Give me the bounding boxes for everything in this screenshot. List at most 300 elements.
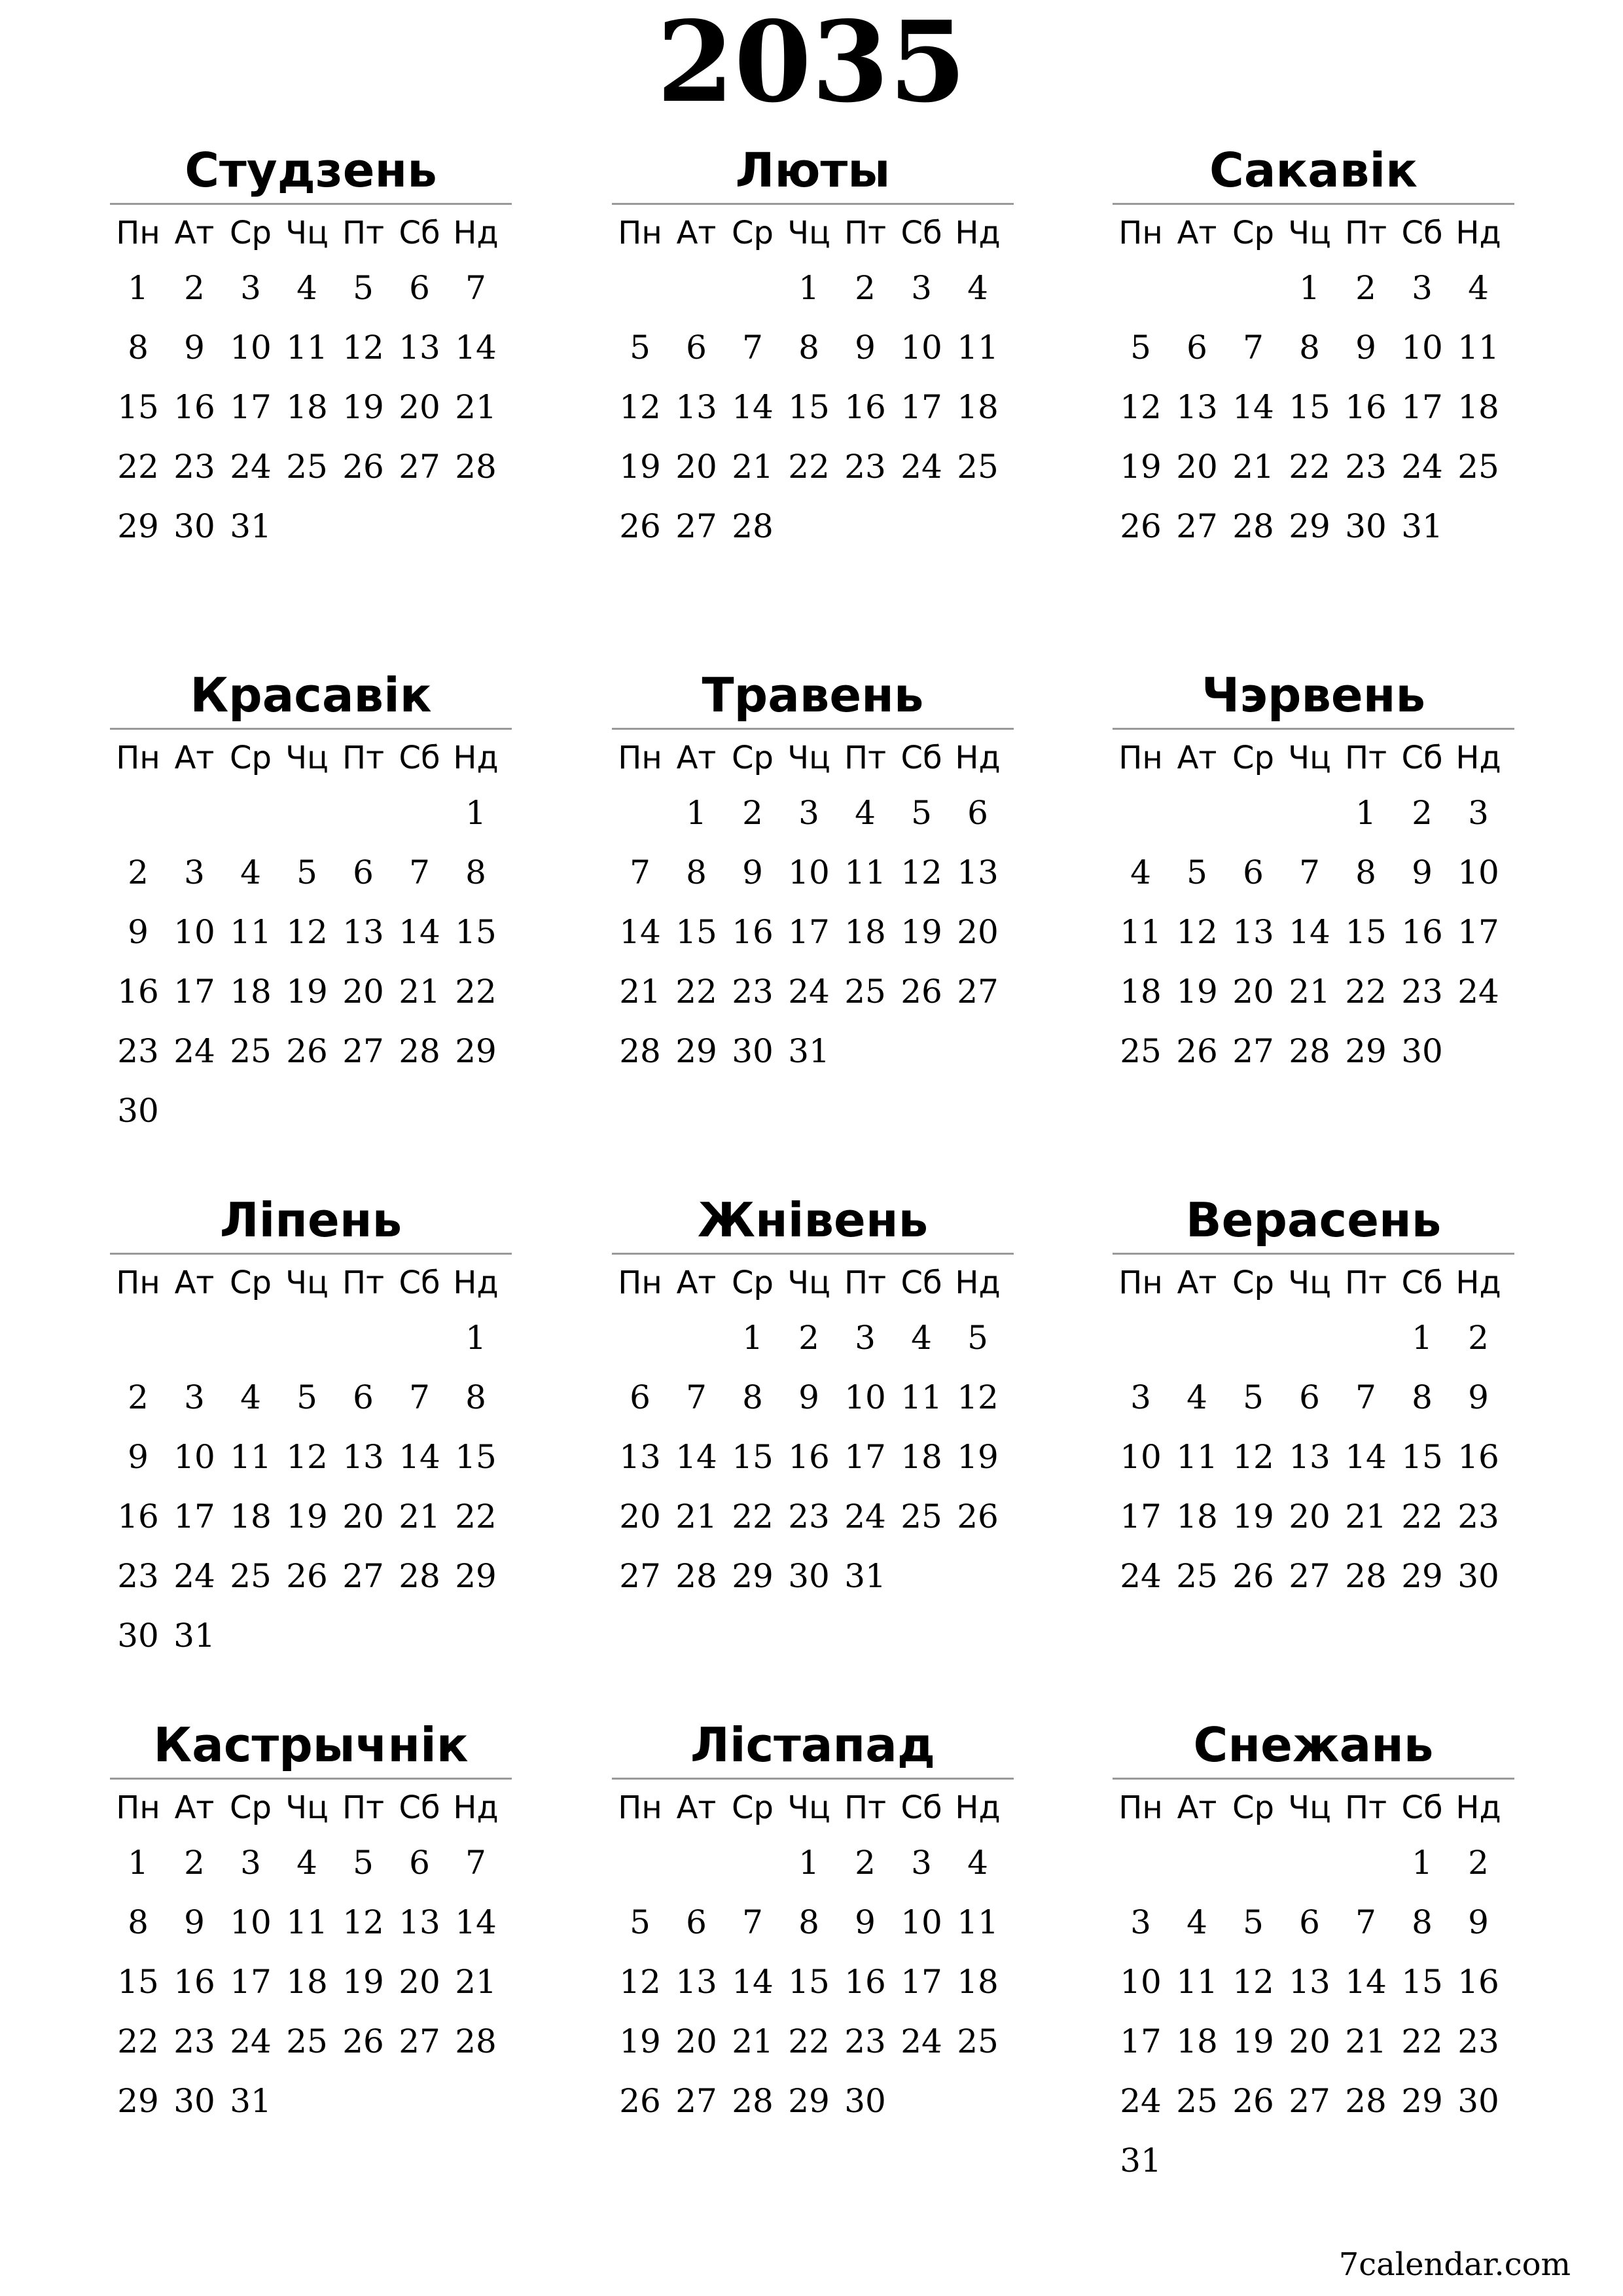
day-cell: 20: [342, 973, 384, 1011]
day-cell: 19: [286, 973, 328, 1011]
day-cell: 23: [1457, 2022, 1499, 2060]
day-cell: 4: [1186, 1378, 1207, 1416]
day-cell: 2: [855, 1844, 876, 1882]
day-cell: 2: [184, 269, 205, 307]
day-cell: 25: [844, 973, 886, 1011]
empty-day-cell: [223, 783, 279, 843]
day-cell: 10: [173, 1438, 215, 1476]
weekday-label: Ср: [230, 215, 272, 251]
day-cell: 30: [173, 2082, 215, 2120]
empty-day-cell: [668, 259, 724, 318]
weekday-label: Ср: [1232, 1789, 1274, 1826]
day-cell: 20: [1289, 1498, 1330, 1535]
day-cell: 26: [901, 973, 942, 1011]
day-cell: 4: [296, 1844, 317, 1882]
empty-day-cell: [335, 1308, 391, 1368]
day-cell: 30: [1457, 2082, 1499, 2120]
day-cell: 24: [844, 1498, 886, 1535]
month-name: Снежань: [1113, 1712, 1514, 1780]
empty-day-cell: [1169, 1833, 1225, 1893]
day-cell: 13: [1232, 913, 1274, 951]
day-cell: 22: [788, 2022, 830, 2060]
day-cell: 7: [630, 853, 651, 891]
day-cell: 7: [409, 853, 430, 891]
day-cell: 24: [173, 1557, 215, 1595]
empty-day-cell: [1113, 259, 1169, 318]
day-cell: 24: [788, 973, 830, 1011]
day-cell: 15: [455, 913, 497, 951]
day-cell: 27: [399, 2022, 440, 2060]
day-cell: 10: [1120, 1438, 1162, 1476]
day-cell: 19: [286, 1498, 328, 1535]
day-cell: 15: [117, 388, 159, 426]
day-cell: 29: [675, 1032, 717, 1070]
day-cell: 9: [184, 329, 205, 367]
site-credit: 7calendar.com: [1338, 2246, 1571, 2283]
day-cell: 13: [342, 913, 384, 951]
empty-day-cell: [612, 1833, 668, 1893]
day-cell: 1: [742, 1319, 763, 1357]
weekday-label: Нд: [1455, 740, 1501, 776]
day-cell: 19: [619, 448, 661, 486]
day-cell: 7: [1355, 1378, 1376, 1416]
day-cell: 6: [1186, 329, 1207, 367]
day-cell: 28: [1345, 1557, 1387, 1595]
weekday-label: Ат: [174, 215, 215, 251]
day-cell: 3: [911, 1844, 932, 1882]
day-cell: 20: [342, 1498, 384, 1535]
day-cell: 2: [128, 1378, 149, 1416]
day-cell: 17: [788, 913, 830, 951]
day-cell: 20: [675, 448, 717, 486]
empty-day-cell: [1338, 1833, 1394, 1893]
empty-day-cell: [612, 1308, 668, 1368]
day-cell: 8: [128, 329, 149, 367]
day-cell: 29: [1345, 1032, 1387, 1070]
weekday-label: Сб: [901, 740, 942, 776]
month-name: Травень: [612, 662, 1014, 730]
day-cell: 29: [732, 1557, 774, 1595]
weekday-label: Нд: [1455, 215, 1501, 251]
day-cell: 4: [240, 1378, 261, 1416]
day-cell: 18: [957, 1963, 999, 2001]
day-cell: 21: [732, 448, 774, 486]
day-cell: 17: [1401, 388, 1443, 426]
day-cell: 16: [173, 388, 215, 426]
empty-day-cell: [612, 259, 668, 318]
day-cell: 15: [1401, 1963, 1443, 2001]
day-cell: 10: [1457, 853, 1499, 891]
day-cell: 15: [1345, 913, 1387, 951]
day-cell: 20: [399, 388, 440, 426]
weekday-label: Чц: [787, 740, 830, 776]
day-cell: 10: [173, 913, 215, 951]
month-days-grid: [612, 1255, 1014, 1606]
weekday-label: Нд: [453, 1265, 499, 1301]
day-cell: 11: [230, 913, 272, 951]
day-cell: 16: [844, 1963, 886, 2001]
month-block: [1113, 1712, 1514, 2236]
day-cell: 26: [286, 1557, 328, 1595]
day-cell: 11: [286, 1903, 328, 1941]
day-cell: 7: [1299, 853, 1320, 891]
day-cell: 8: [465, 853, 486, 891]
day-cell: 5: [353, 269, 374, 307]
day-cell: 12: [286, 1438, 328, 1476]
month-block: [110, 1712, 512, 2236]
empty-day-cell: [110, 1308, 166, 1368]
weekday-label: Ат: [676, 740, 717, 776]
day-cell: 8: [1299, 329, 1320, 367]
day-cell: 26: [342, 448, 384, 486]
day-cell: 2: [1468, 1319, 1489, 1357]
empty-day-cell: [1281, 1833, 1338, 1893]
day-cell: 16: [1457, 1963, 1499, 2001]
weekday-label: Ср: [230, 740, 272, 776]
day-cell: 4: [967, 269, 988, 307]
month-block: [612, 662, 1014, 1186]
day-cell: 22: [732, 1498, 774, 1535]
day-cell: 1: [128, 1844, 149, 1882]
empty-day-cell: [391, 783, 448, 843]
day-cell: 14: [399, 913, 440, 951]
day-cell: 14: [1232, 388, 1274, 426]
day-cell: 14: [455, 329, 497, 367]
day-cell: 22: [1401, 2022, 1443, 2060]
day-cell: 24: [901, 448, 942, 486]
weekday-label: Нд: [1455, 1789, 1501, 1826]
day-cell: 11: [1120, 913, 1162, 951]
day-cell: 1: [128, 269, 149, 307]
month-days-grid: [110, 1255, 512, 1666]
month-days-grid: [110, 1780, 512, 2131]
day-cell: 30: [788, 1557, 830, 1595]
day-cell: 11: [844, 853, 886, 891]
weekday-label: Нд: [955, 1789, 1001, 1826]
month-name: Красавік: [110, 662, 512, 730]
day-cell: 23: [117, 1557, 159, 1595]
day-cell: 7: [409, 1378, 430, 1416]
weekday-label: Чц: [1288, 1789, 1331, 1826]
month-block: [612, 1712, 1014, 2236]
day-cell: 26: [342, 2022, 384, 2060]
day-cell: 5: [1243, 1903, 1264, 1941]
day-cell: 10: [788, 853, 830, 891]
day-cell: 10: [901, 1903, 942, 1941]
day-cell: 6: [967, 794, 988, 832]
day-cell: 24: [1120, 1557, 1162, 1595]
day-cell: 5: [967, 1319, 988, 1357]
day-cell: 21: [1345, 1498, 1387, 1535]
month-name: Люты: [612, 137, 1014, 205]
day-cell: 16: [173, 1963, 215, 2001]
day-cell: 21: [399, 1498, 440, 1535]
weekday-label: Пн: [618, 1789, 662, 1826]
day-cell: 19: [342, 388, 384, 426]
weekday-label: Чц: [1288, 740, 1331, 776]
day-cell: 17: [901, 1963, 942, 2001]
day-cell: 23: [117, 1032, 159, 1070]
day-cell: 24: [230, 448, 272, 486]
day-cell: 17: [173, 1498, 215, 1535]
day-cell: 3: [240, 269, 261, 307]
day-cell: 9: [742, 853, 763, 891]
day-cell: 23: [173, 2022, 215, 2060]
day-cell: 27: [1289, 2082, 1330, 2120]
day-cell: 8: [128, 1903, 149, 1941]
day-cell: 27: [957, 973, 999, 1011]
month-name: Жнівень: [612, 1187, 1014, 1255]
day-cell: 6: [630, 1378, 651, 1416]
day-cell: 8: [798, 1903, 819, 1941]
weekday-label: Ат: [1177, 215, 1217, 251]
day-cell: 11: [286, 329, 328, 367]
day-cell: 11: [230, 1438, 272, 1476]
day-cell: 3: [1130, 1903, 1151, 1941]
day-cell: 23: [732, 973, 774, 1011]
day-cell: 24: [173, 1032, 215, 1070]
day-cell: 21: [675, 1498, 717, 1535]
day-cell: 27: [675, 2082, 717, 2120]
day-cell: 6: [1299, 1378, 1320, 1416]
day-cell: 27: [1176, 507, 1218, 545]
empty-day-cell: [1169, 783, 1225, 843]
month-name: Лістапад: [612, 1712, 1014, 1780]
empty-day-cell: [166, 783, 223, 843]
day-cell: 19: [342, 1963, 384, 2001]
month-name: Кастрычнік: [110, 1712, 512, 1780]
day-cell: 26: [619, 2082, 661, 2120]
day-cell: 29: [788, 2082, 830, 2120]
day-cell: 2: [855, 269, 876, 307]
day-cell: 9: [128, 913, 149, 951]
day-cell: 1: [798, 1844, 819, 1882]
month-name: Сакавік: [1113, 137, 1514, 205]
day-cell: 6: [409, 269, 430, 307]
empty-day-cell: [391, 1308, 448, 1368]
weekday-label: Нд: [955, 740, 1001, 776]
day-cell: 29: [455, 1032, 497, 1070]
day-cell: 8: [1355, 853, 1376, 891]
day-cell: 16: [1401, 913, 1443, 951]
empty-day-cell: [724, 259, 781, 318]
day-cell: 23: [173, 448, 215, 486]
day-cell: 29: [1289, 507, 1330, 545]
day-cell: 22: [117, 2022, 159, 2060]
day-cell: 3: [798, 794, 819, 832]
day-cell: 10: [230, 329, 272, 367]
day-cell: 14: [1289, 913, 1330, 951]
day-cell: 30: [1457, 1557, 1499, 1595]
day-cell: 15: [732, 1438, 774, 1476]
month-days-grid: [110, 205, 512, 556]
day-cell: 19: [1232, 1498, 1274, 1535]
day-cell: 17: [173, 973, 215, 1011]
day-cell: 27: [619, 1557, 661, 1595]
empty-day-cell: [223, 1308, 279, 1368]
day-cell: 19: [1232, 2022, 1274, 2060]
day-cell: 3: [240, 1844, 261, 1882]
weekday-label: Ср: [732, 1265, 774, 1301]
weekday-label: Сб: [1401, 740, 1443, 776]
day-cell: 5: [630, 1903, 651, 1941]
day-cell: 6: [353, 853, 374, 891]
day-cell: 7: [465, 269, 486, 307]
day-cell: 21: [619, 973, 661, 1011]
day-cell: 23: [844, 2022, 886, 2060]
month-days-grid: [1113, 730, 1514, 1081]
weekday-label: Сб: [399, 740, 440, 776]
month-name: Ліпень: [110, 1187, 512, 1255]
day-cell: 29: [117, 507, 159, 545]
day-cell: 23: [1457, 1498, 1499, 1535]
day-cell: 13: [399, 329, 440, 367]
day-cell: 26: [1176, 1032, 1218, 1070]
day-cell: 27: [1232, 1032, 1274, 1070]
day-cell: 28: [675, 1557, 717, 1595]
year-title: 2035: [656, 0, 967, 128]
weekday-label: Ср: [732, 215, 774, 251]
weekday-label: Сб: [399, 1265, 440, 1301]
day-cell: 24: [230, 2022, 272, 2060]
weekday-label: Чц: [787, 1265, 830, 1301]
day-cell: 17: [844, 1438, 886, 1476]
day-cell: 8: [742, 1378, 763, 1416]
day-cell: 13: [342, 1438, 384, 1476]
weekday-label: Пн: [1118, 1265, 1163, 1301]
day-cell: 31: [230, 507, 272, 545]
day-cell: 17: [1120, 2022, 1162, 2060]
weekday-label: Ат: [676, 1265, 717, 1301]
month-block: [612, 137, 1014, 661]
weekday-label: Пт: [1344, 1789, 1387, 1826]
day-cell: 25: [957, 2022, 999, 2060]
empty-day-cell: [166, 1308, 223, 1368]
day-cell: 1: [686, 794, 707, 832]
weekday-label: Нд: [955, 215, 1001, 251]
day-cell: 23: [1401, 973, 1443, 1011]
weekday-label: Сб: [901, 1789, 942, 1826]
weekday-label: Ат: [1177, 1789, 1217, 1826]
day-cell: 18: [1176, 1498, 1218, 1535]
day-cell: 12: [619, 388, 661, 426]
day-cell: 21: [455, 388, 497, 426]
day-cell: 12: [1176, 913, 1218, 951]
empty-day-cell: [335, 783, 391, 843]
day-cell: 28: [399, 1557, 440, 1595]
empty-day-cell: [279, 1308, 335, 1368]
day-cell: 12: [1120, 388, 1162, 426]
month-block: [1113, 137, 1514, 661]
empty-day-cell: [1281, 1308, 1338, 1368]
day-cell: 30: [117, 1617, 159, 1655]
weekday-label: Ср: [230, 1265, 272, 1301]
day-cell: 31: [1120, 2142, 1162, 2179]
empty-day-cell: [668, 1833, 724, 1893]
day-cell: 20: [399, 1963, 440, 2001]
day-cell: 4: [967, 1844, 988, 1882]
day-cell: 6: [1299, 1903, 1320, 1941]
day-cell: 13: [1289, 1438, 1330, 1476]
day-cell: 29: [117, 2082, 159, 2120]
day-cell: 19: [901, 913, 942, 951]
day-cell: 5: [1186, 853, 1207, 891]
weekday-label: Сб: [901, 1265, 942, 1301]
month-name: Чэрвень: [1113, 662, 1514, 730]
day-cell: 5: [1243, 1378, 1264, 1416]
day-cell: 8: [1412, 1378, 1433, 1416]
month-block: [110, 137, 512, 661]
day-cell: 26: [1232, 1557, 1274, 1595]
weekday-label: Пн: [1118, 1789, 1163, 1826]
weekday-label: Ср: [732, 740, 774, 776]
weekday-label: Сб: [1401, 215, 1443, 251]
day-cell: 10: [1120, 1963, 1162, 2001]
weekday-label: Пн: [116, 1265, 160, 1301]
day-cell: 4: [1130, 853, 1151, 891]
empty-day-cell: [1113, 1308, 1169, 1368]
day-cell: 10: [1401, 329, 1443, 367]
month-block: [1113, 1187, 1514, 1711]
day-cell: 2: [742, 794, 763, 832]
day-cell: 21: [732, 2022, 774, 2060]
weekday-label: Ат: [676, 1789, 717, 1826]
day-cell: 26: [286, 1032, 328, 1070]
day-cell: 27: [1289, 1557, 1330, 1595]
weekday-label: Сб: [399, 215, 440, 251]
day-cell: 9: [798, 1378, 819, 1416]
day-cell: 14: [732, 388, 774, 426]
day-cell: 26: [957, 1498, 999, 1535]
day-cell: 6: [409, 1844, 430, 1882]
day-cell: 25: [286, 448, 328, 486]
day-cell: 22: [675, 973, 717, 1011]
day-cell: 12: [901, 853, 942, 891]
day-cell: 13: [957, 853, 999, 891]
day-cell: 13: [675, 1963, 717, 2001]
day-cell: 15: [788, 388, 830, 426]
day-cell: 13: [1289, 1963, 1330, 2001]
day-cell: 21: [1232, 448, 1274, 486]
day-cell: 8: [465, 1378, 486, 1416]
weekday-label: Нд: [453, 215, 499, 251]
empty-day-cell: [1281, 783, 1338, 843]
month-block: [110, 1187, 512, 1711]
weekday-label: Пн: [116, 1789, 160, 1826]
day-cell: 1: [465, 794, 486, 832]
weekday-label: Пн: [116, 740, 160, 776]
day-cell: 10: [901, 329, 942, 367]
day-cell: 1: [1299, 269, 1320, 307]
weekday-label: Пт: [844, 740, 887, 776]
day-cell: 24: [1401, 448, 1443, 486]
weekday-label: Ср: [1232, 1265, 1274, 1301]
day-cell: 17: [1457, 913, 1499, 951]
day-cell: 28: [1289, 1032, 1330, 1070]
month-name: Студзень: [110, 137, 512, 205]
weekday-label: Сб: [399, 1789, 440, 1826]
month-days-grid: [1113, 205, 1514, 556]
day-cell: 25: [230, 1557, 272, 1595]
day-cell: 3: [184, 1378, 205, 1416]
day-cell: 22: [455, 1498, 497, 1535]
weekday-label: Ат: [1177, 1265, 1217, 1301]
day-cell: 6: [353, 1378, 374, 1416]
day-cell: 1: [1412, 1319, 1433, 1357]
day-cell: 14: [399, 1438, 440, 1476]
day-cell: 31: [173, 1617, 215, 1655]
empty-day-cell: [1225, 1308, 1281, 1368]
